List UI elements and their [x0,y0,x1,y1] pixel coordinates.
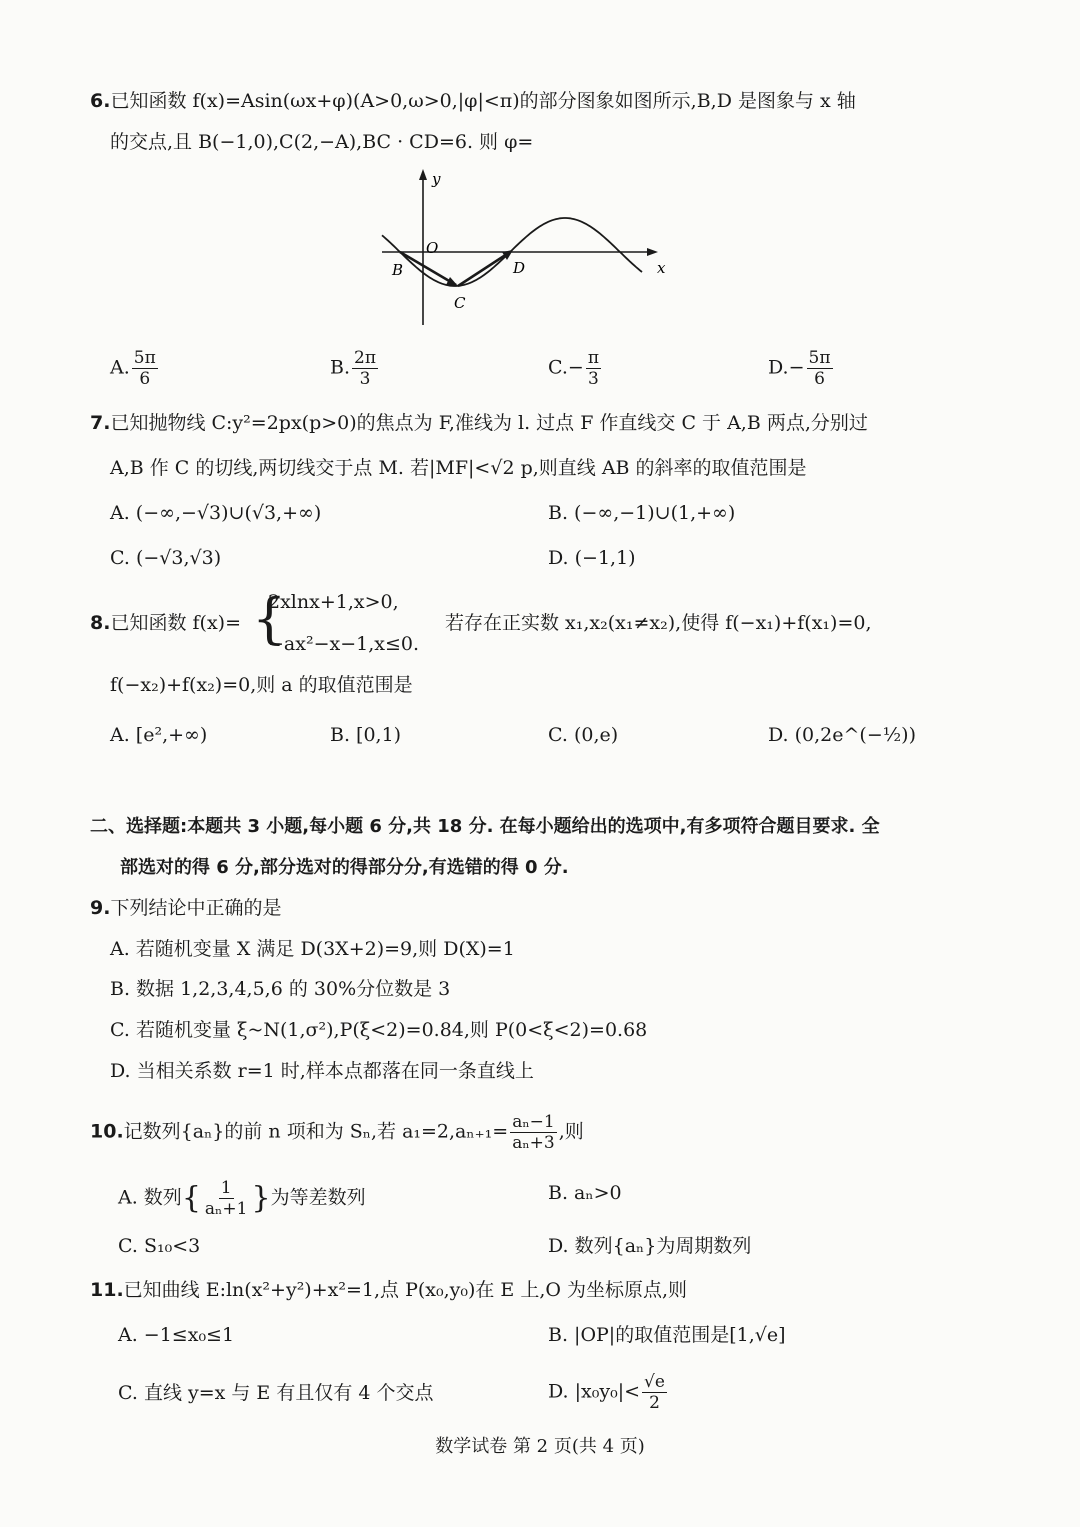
q10-frac-den: aₙ+3 [512,1133,555,1153]
q6-option-a-frac [132,348,158,389]
q11-option-d-frac [642,1372,667,1413]
q6-line1 [90,88,856,114]
q8-brace: { [252,587,287,650]
q10-option-c: C. S₁₀<3 [118,1235,201,1257]
q8-lead [90,610,241,636]
section2-line2: 部选对的得 6 分,部分选对的得部分分,有选错的得 0 分. [120,857,569,878]
q6-option-b-frac [352,348,378,389]
q11-number: 11. [90,1279,124,1301]
q6-option-c-num: π [587,348,600,368]
q9-stem: 下列结论中正确的是 [110,897,282,919]
q10-option-a: A. 数列{ $\frac{1}{\text{aₙ+1}}$ }为等差数列 [118,1178,366,1219]
q10-frac-num: aₙ−1 [512,1112,555,1132]
q9-number: 9. [90,897,111,919]
q8-case2: −ax²−x−1,x≤0. [268,633,420,655]
q11-option-d-pre: D. |x₀y₀|< [548,1380,641,1403]
graph-label-C: C [454,294,466,312]
q9-option-d: D. 当相关系数 r=1 时,样本点都落在同一条直线上 [110,1060,534,1082]
q6-number: 6. [90,90,111,112]
q6-option-d-num: 5π [808,348,831,368]
q10-stem-post: ,则 [558,1120,584,1143]
q11-option-d [548,1372,669,1413]
q6-option-c-den: 3 [588,369,599,389]
q9-stem-line [90,895,281,921]
q11-option-d-den: 2 [649,1393,660,1413]
q10-option-a-den: aₙ+1 [204,1199,248,1219]
q11-option-d-num: √e [644,1372,665,1392]
q6-option-b-letter: B. [330,356,351,379]
q10-option-b: B. aₙ>0 [548,1182,622,1204]
q6-option-b [330,348,380,389]
q10-stem-line [90,1112,584,1153]
q6-option-a-num: 5π [133,348,156,368]
q11-option-b: B. |OP|的取值范围是[1,√e] [548,1324,786,1346]
q6-graph [370,165,680,330]
q6-option-d-letter: D. [768,356,789,379]
q7-option-c: C. (−√3,√3) [110,547,222,569]
q8-line2: f(−x₂)+f(x₂)=0,则 a 的取值范围是 [110,674,413,696]
q11-option-c: C. 直线 y=x 与 E 有且仅有 4 个交点 [118,1382,434,1404]
q7-option-a: A. (−∞,−√3)∪(√3,+∞) [110,502,322,524]
q6-line2: 的交点,且 B(−1,0),C(2,−A),BC · CD=6. 则 φ= [110,131,534,153]
q7-option-b: B. (−∞,−1)∪(1,+∞) [548,502,736,524]
q6-option-a-den: 6 [139,369,151,389]
q6-text1: 已知函数 f(x)=Asin(ωx+φ)(A>0,ω>0,|φ|<π)的部分图象如图所示,B,D 是图象与 x 轴 [110,90,856,112]
q6-option-d-frac [807,348,833,389]
q11-stem-line [90,1277,687,1303]
q7-option-d: D. (−1,1) [548,547,636,569]
q6-option-a [110,348,160,389]
q8-option-c: C. (0,e) [548,724,619,746]
q6-option-d-sign: − [788,356,805,379]
q10-option-a-post: 为等差数列 [270,1186,366,1209]
q8-option-b: B. [0,1) [330,724,402,746]
q10-number: 10. [90,1120,124,1143]
q6-option-d [768,348,835,389]
q10-option-d: D. 数列{aₙ}为周期数列 [548,1235,752,1257]
q9-option-c: C. 若随机变量 ξ~N(1,σ²),P(ξ<2)=0.84,则 P(0<ξ<2)=0.68 [110,1019,648,1041]
section2-line1: 二、选择题:本题共 3 小题,每小题 6 分,共 18 分. 在每小题给出的选项中,有多项符合题目要求. 全 [90,816,880,837]
q7-text1: 已知抛物线 C:y²=2px(p>0)的焦点为 F,准线为 l. 过点 F 作直线交 C 于 A,B 两点,分别过 [110,412,868,434]
q8-option-d: D. (0,2e^(−½)) [768,724,917,746]
q6-option-c-frac [586,348,601,389]
q7-line2: A,B 作 C 的切线,两切线交于点 M. 若|MF|<√2 p,则直线 AB 的斜率的取值范围是 [110,457,807,479]
q6-option-b-num: 2π [354,348,377,368]
q10-option-a-frac [203,1178,250,1219]
graph-label-O: O [426,239,439,257]
q6-option-d-den: 6 [814,369,825,389]
q10-option-a-num: 1 [220,1178,232,1198]
q6-option-a-letter: A. [110,356,130,379]
q8-lead-text: 已知函数 f(x)= [110,612,241,634]
q8-tail: 若存在正实数 x₁,x₂(x₁≠x₂),使得 f(−x₁)+f(x₁)=0, [445,612,872,634]
q6-option-b-den: 3 [359,369,371,389]
q9-option-b: B. 数据 1,2,3,4,5,6 的 30%分位数是 3 [110,978,451,1000]
q7-line1 [90,410,868,436]
graph-label-y: y [432,170,441,188]
q8-number: 8. [90,612,111,634]
graph-label-x: x [657,259,666,277]
q6-option-c-letter: C. [548,356,568,379]
q6-option-c [548,348,603,389]
page-footer: 数学试卷 第 2 页(共 4 页) [435,1436,645,1457]
q11-option-a: A. −1≤x₀≤1 [118,1324,235,1346]
graph-label-D: D [513,259,526,277]
graph-label-B: B [392,261,404,279]
q10-stem-frac [510,1112,557,1153]
q10-stem-pre: 记数列{aₙ}的前 n 项和为 Sₙ,若 a₁=2,aₙ₊₁= [123,1120,509,1143]
q10-option-a-pre: A. 数列 [118,1186,182,1209]
q8-option-a: A. [e²,+∞) [110,724,208,746]
q11-stem: 已知曲线 E:ln(x²+y²)+x²=1,点 P(x₀,y₀)在 E 上,O 为坐标原点,则 [123,1279,688,1301]
q7-number: 7. [90,412,111,434]
q6-option-c-sign: − [567,356,584,379]
q9-option-a: A. 若随机变量 X 满足 D(3X+2)=9,则 D(X)=1 [110,938,515,960]
q8-case1: 2xlnx+1,x>0, [268,591,399,613]
